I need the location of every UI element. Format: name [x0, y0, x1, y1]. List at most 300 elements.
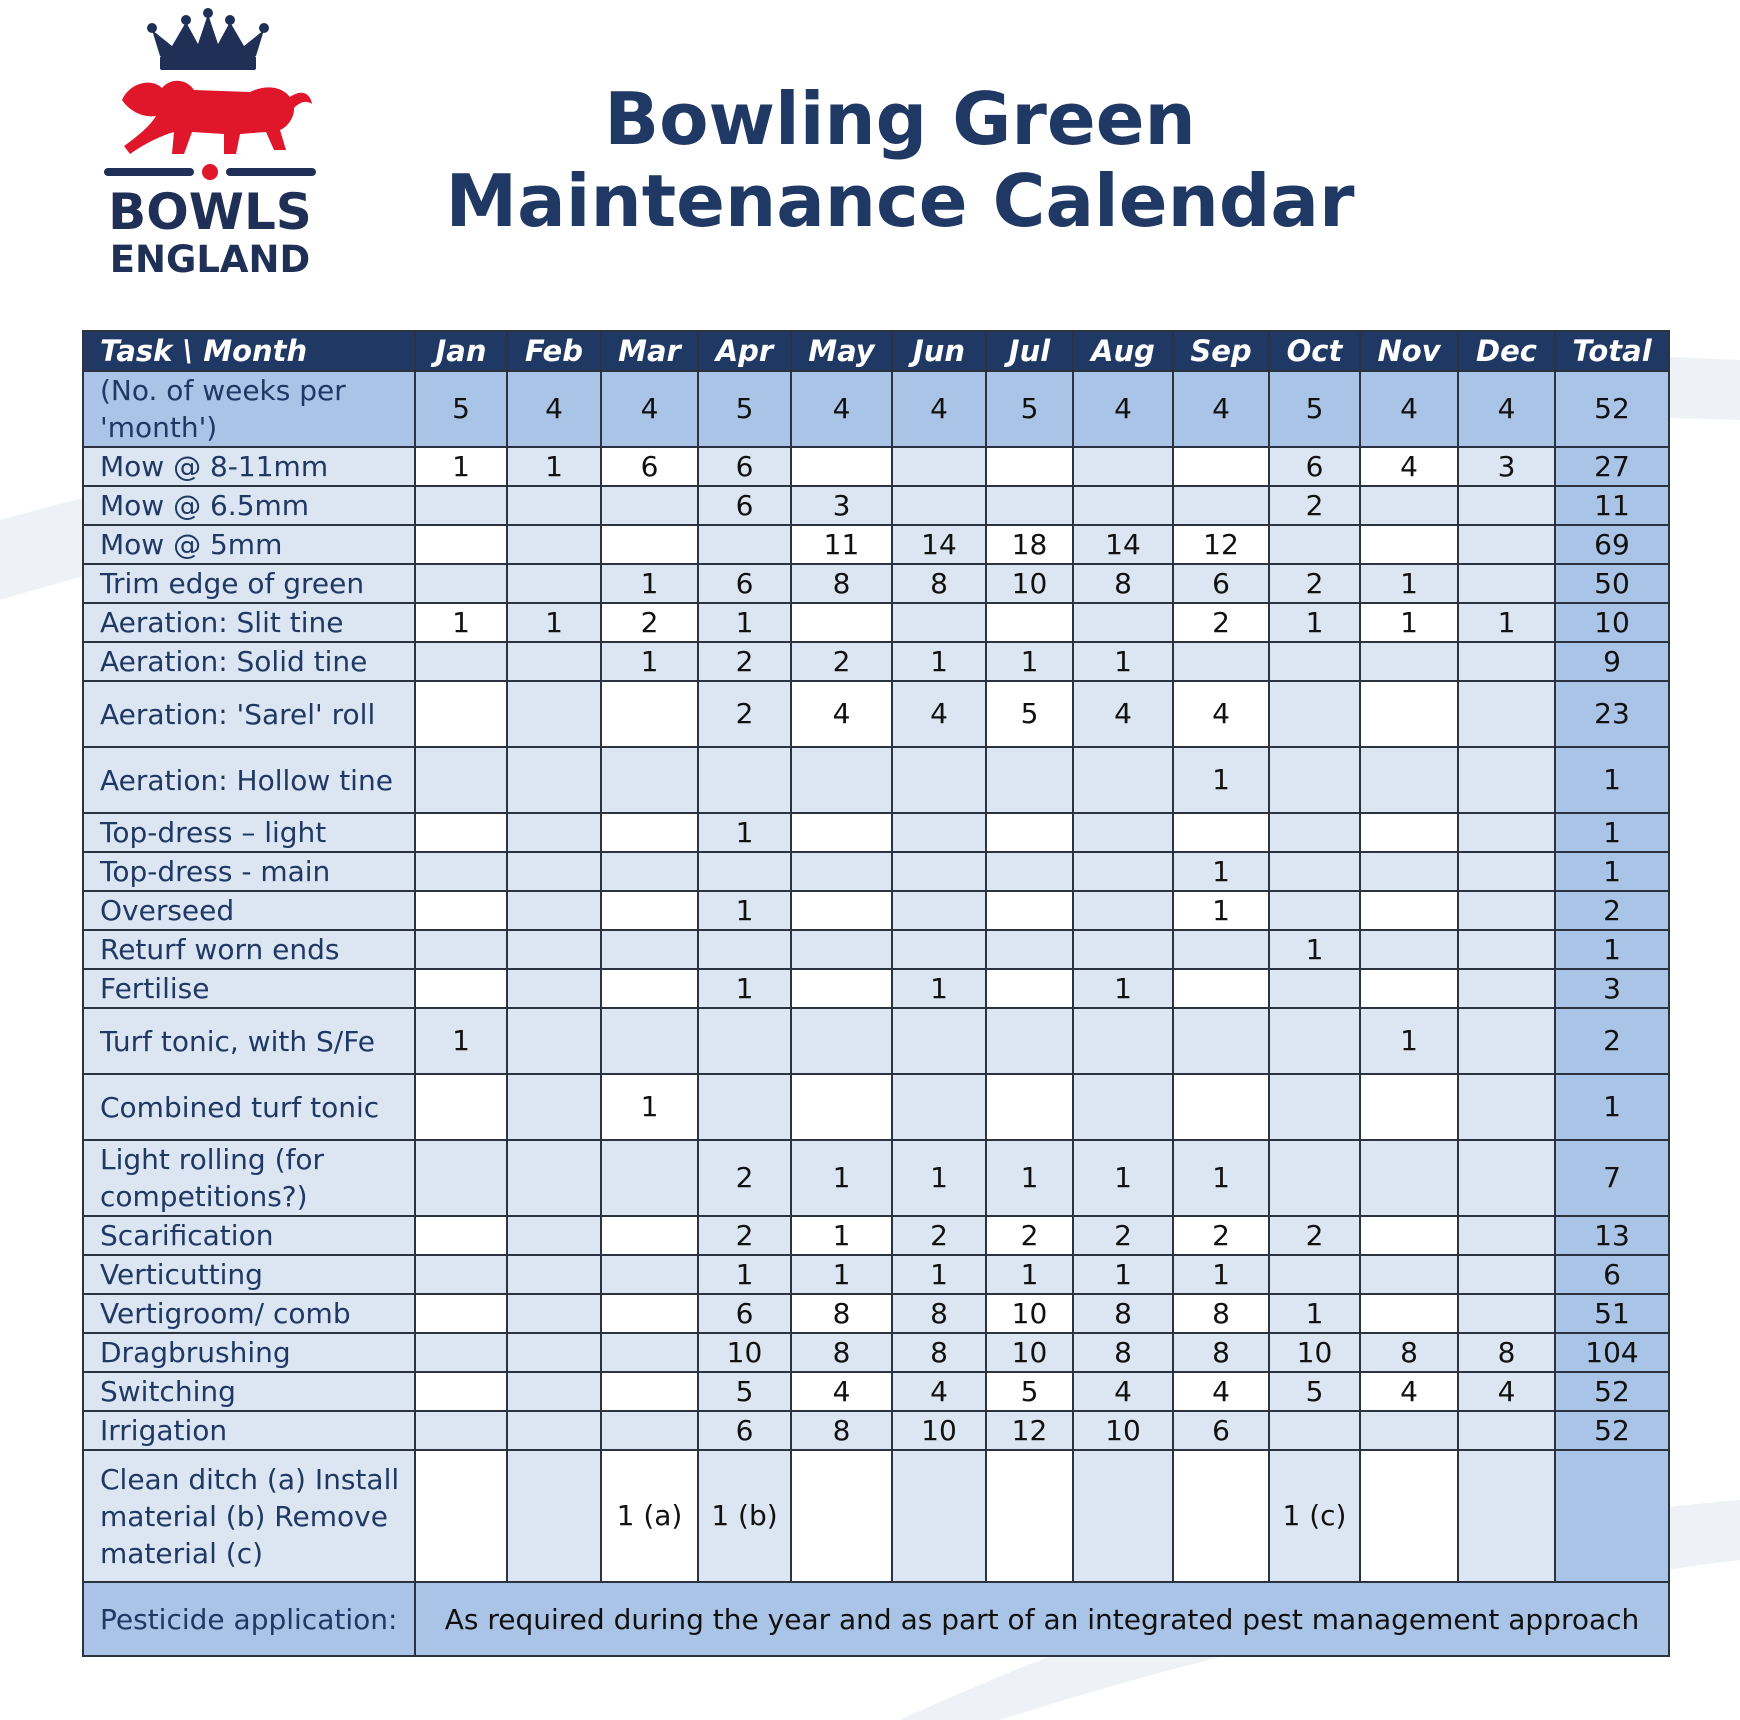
table-row	[83, 747, 1669, 813]
cell-jun: 1	[892, 969, 986, 1008]
table-row	[83, 447, 1669, 486]
cell-may: 8	[791, 1411, 892, 1450]
cell-oct	[1269, 747, 1360, 813]
cell-aug: 1	[1073, 969, 1173, 1008]
cell-mar: 6	[601, 447, 698, 486]
cell-jul: 12	[986, 1411, 1073, 1450]
cell-may: 3	[791, 486, 892, 525]
cell-dec	[1458, 1008, 1555, 1074]
cell-dec	[1458, 930, 1555, 969]
task-label: Top-dress - main	[83, 852, 415, 891]
cell-oct: 2	[1269, 1216, 1360, 1255]
cell-sep	[1173, 813, 1269, 852]
pesticide-row	[83, 1582, 1669, 1656]
cell-jan	[415, 1372, 507, 1411]
cell-aug: 1	[1073, 1140, 1173, 1216]
cell-total: 1	[1555, 930, 1669, 969]
cell-mar	[601, 1008, 698, 1074]
cell-nov	[1360, 852, 1458, 891]
cell-jul	[986, 603, 1073, 642]
header-total: Total	[1555, 331, 1669, 371]
header-dec: Dec	[1458, 331, 1555, 371]
cell-feb	[507, 1140, 601, 1216]
cell-sep: 1	[1173, 1255, 1269, 1294]
cell-feb	[507, 681, 601, 747]
cell-mar	[601, 486, 698, 525]
cell-oct	[1269, 1255, 1360, 1294]
cell-jul: 5	[986, 371, 1073, 447]
cell-mar	[601, 525, 698, 564]
cell-aug	[1073, 852, 1173, 891]
title-line-2: Maintenance Calendar	[445, 159, 1355, 243]
cell-may	[791, 1008, 892, 1074]
cell-total: 10	[1555, 603, 1669, 642]
table-row	[83, 525, 1669, 564]
cell-jun: 1	[892, 1140, 986, 1216]
cell-nov	[1360, 747, 1458, 813]
cell-dec	[1458, 1411, 1555, 1450]
cell-apr	[698, 747, 791, 813]
cell-feb	[507, 1411, 601, 1450]
table-row	[83, 603, 1669, 642]
cell-apr	[698, 852, 791, 891]
cell-oct	[1269, 813, 1360, 852]
cell-aug	[1073, 930, 1173, 969]
header-nov: Nov	[1360, 331, 1458, 371]
header-feb: Feb	[507, 331, 601, 371]
cell-jun	[892, 447, 986, 486]
cell-nov	[1360, 813, 1458, 852]
cell-mar	[601, 891, 698, 930]
bowls-england-logo	[100, 8, 320, 288]
cell-oct: 1	[1269, 930, 1360, 969]
cell-jan	[415, 1411, 507, 1450]
cell-jul: 1	[986, 1140, 1073, 1216]
cell-dec	[1458, 813, 1555, 852]
cell-may: 11	[791, 525, 892, 564]
cell-mar: 2	[601, 603, 698, 642]
task-label: (No. of weeks per 'month')	[83, 371, 415, 447]
cell-apr: 6	[698, 564, 791, 603]
cell-apr: 2	[698, 642, 791, 681]
header-jun: Jun	[892, 331, 986, 371]
cell-mar	[601, 747, 698, 813]
cell-jul: 18	[986, 525, 1073, 564]
cell-apr: 1	[698, 969, 791, 1008]
cell-nov	[1360, 525, 1458, 564]
cell-total: 7	[1555, 1140, 1669, 1216]
cell-apr: 5	[698, 1372, 791, 1411]
table-row	[83, 930, 1669, 969]
cell-jan	[415, 1255, 507, 1294]
table-row	[83, 1074, 1669, 1140]
cell-oct	[1269, 852, 1360, 891]
cell-oct: 1	[1269, 603, 1360, 642]
cell-apr: 6	[698, 486, 791, 525]
task-label: Fertilise	[83, 969, 415, 1008]
cell-jun: 8	[892, 1333, 986, 1372]
cell-sep: 2	[1173, 1216, 1269, 1255]
cell-dec	[1458, 1450, 1555, 1582]
table-row	[83, 681, 1669, 747]
task-label: Top-dress – light	[83, 813, 415, 852]
cell-dec	[1458, 1074, 1555, 1140]
cell-jun	[892, 1450, 986, 1582]
cell-feb	[507, 486, 601, 525]
cell-sep	[1173, 930, 1269, 969]
cell-dec	[1458, 747, 1555, 813]
cell-feb	[507, 1450, 601, 1582]
cell-apr: 1	[698, 813, 791, 852]
task-label: Verticutting	[83, 1255, 415, 1294]
cell-jan: 1	[415, 603, 507, 642]
cell-jun: 10	[892, 1411, 986, 1450]
cell-nov	[1360, 1216, 1458, 1255]
cell-sep	[1173, 447, 1269, 486]
cell-sep	[1173, 1008, 1269, 1074]
cell-nov: 1	[1360, 1008, 1458, 1074]
task-label: Aeration: Solid tine	[83, 642, 415, 681]
cell-mar	[601, 1255, 698, 1294]
cell-dec	[1458, 525, 1555, 564]
table-row	[83, 564, 1669, 603]
cell-may: 8	[791, 564, 892, 603]
cell-oct: 5	[1269, 371, 1360, 447]
task-label: Dragbrushing	[83, 1333, 415, 1372]
cell-sep: 6	[1173, 1411, 1269, 1450]
cell-total: 69	[1555, 525, 1669, 564]
cell-oct: 5	[1269, 1372, 1360, 1411]
cell-mar: 1	[601, 1074, 698, 1140]
cell-sep: 4	[1173, 1372, 1269, 1411]
cell-sep: 1	[1173, 852, 1269, 891]
table-row	[83, 1372, 1669, 1411]
cell-aug: 10	[1073, 1411, 1173, 1450]
cell-aug: 4	[1073, 681, 1173, 747]
cell-jun: 2	[892, 1216, 986, 1255]
cell-mar	[601, 1294, 698, 1333]
cell-mar	[601, 1372, 698, 1411]
table-row	[83, 642, 1669, 681]
cell-jan	[415, 681, 507, 747]
cell-dec: 1	[1458, 603, 1555, 642]
cell-aug	[1073, 1074, 1173, 1140]
task-label: Clean ditch (a) Install material (b) Remove material (c)	[83, 1450, 415, 1582]
cell-jan	[415, 1294, 507, 1333]
pesticide-label: Pesticide application:	[83, 1582, 415, 1656]
cell-jul: 10	[986, 1294, 1073, 1333]
cell-may: 8	[791, 1333, 892, 1372]
task-label: Mow @ 6.5mm	[83, 486, 415, 525]
cell-apr: 1 (b)	[698, 1450, 791, 1582]
cell-jun	[892, 1008, 986, 1074]
crown-lion-emblem	[100, 8, 320, 188]
cell-jul	[986, 1074, 1073, 1140]
cell-apr	[698, 930, 791, 969]
table-header-row	[83, 331, 1669, 371]
cell-mar: 1	[601, 564, 698, 603]
cell-nov	[1360, 1411, 1458, 1450]
task-label: Light rolling (for competitions?)	[83, 1140, 415, 1216]
cell-jan	[415, 1216, 507, 1255]
cell-oct	[1269, 1008, 1360, 1074]
cell-jul	[986, 852, 1073, 891]
cell-aug: 8	[1073, 1333, 1173, 1372]
cell-sep: 12	[1173, 525, 1269, 564]
cell-feb	[507, 1255, 601, 1294]
header-apr: Apr	[698, 331, 791, 371]
cell-sep	[1173, 1450, 1269, 1582]
cell-jan	[415, 1074, 507, 1140]
cell-mar	[601, 813, 698, 852]
cell-oct	[1269, 969, 1360, 1008]
cell-sep: 1	[1173, 1140, 1269, 1216]
cell-may	[791, 969, 892, 1008]
cell-aug: 14	[1073, 525, 1173, 564]
cell-aug	[1073, 891, 1173, 930]
cell-total: 3	[1555, 969, 1669, 1008]
cell-total: 2	[1555, 891, 1669, 930]
cell-jul: 1	[986, 642, 1073, 681]
cell-total: 9	[1555, 642, 1669, 681]
cell-sep: 2	[1173, 603, 1269, 642]
cell-nov: 4	[1360, 371, 1458, 447]
cell-jan	[415, 642, 507, 681]
cell-total: 27	[1555, 447, 1669, 486]
cell-oct	[1269, 891, 1360, 930]
cell-jul: 2	[986, 1216, 1073, 1255]
cell-may	[791, 891, 892, 930]
cell-apr: 2	[698, 681, 791, 747]
header-sep: Sep	[1173, 331, 1269, 371]
cell-dec	[1458, 891, 1555, 930]
header-may: May	[791, 331, 892, 371]
cell-sep: 4	[1173, 681, 1269, 747]
task-label: Aeration: Hollow tine	[83, 747, 415, 813]
cell-sep: 6	[1173, 564, 1269, 603]
cell-total: 1	[1555, 747, 1669, 813]
cell-total	[1555, 1450, 1669, 1582]
cell-may: 1	[791, 1255, 892, 1294]
cell-dec: 3	[1458, 447, 1555, 486]
cell-mar: 1	[601, 642, 698, 681]
task-label: Mow @ 8-11mm	[83, 447, 415, 486]
cell-jun	[892, 1074, 986, 1140]
cell-may	[791, 747, 892, 813]
table-row	[83, 852, 1669, 891]
cell-jun: 1	[892, 642, 986, 681]
header-oct: Oct	[1269, 331, 1360, 371]
cell-total: 13	[1555, 1216, 1669, 1255]
cell-may	[791, 603, 892, 642]
cell-mar	[601, 969, 698, 1008]
task-label: Turf tonic, with S/Fe	[83, 1008, 415, 1074]
cell-nov	[1360, 681, 1458, 747]
cell-aug: 1	[1073, 642, 1173, 681]
cell-may: 4	[791, 681, 892, 747]
cell-oct: 6	[1269, 447, 1360, 486]
task-label: Combined turf tonic	[83, 1074, 415, 1140]
cell-jan	[415, 1140, 507, 1216]
cell-nov	[1360, 486, 1458, 525]
cell-sep	[1173, 642, 1269, 681]
cell-dec: 4	[1458, 371, 1555, 447]
cell-jul: 10	[986, 1333, 1073, 1372]
table-row	[83, 969, 1669, 1008]
cell-total: 1	[1555, 1074, 1669, 1140]
cell-apr: 1	[698, 603, 791, 642]
cell-nov: 1	[1360, 564, 1458, 603]
cell-jan	[415, 891, 507, 930]
cell-apr: 6	[698, 1411, 791, 1450]
page-title	[420, 78, 1380, 242]
header-aug: Aug	[1073, 331, 1173, 371]
cell-nov	[1360, 1450, 1458, 1582]
cell-jun: 4	[892, 371, 986, 447]
maintenance-calendar-table	[82, 330, 1670, 1657]
cell-jan: 1	[415, 1008, 507, 1074]
cell-jul	[986, 891, 1073, 930]
cell-nov	[1360, 930, 1458, 969]
cell-total: 50	[1555, 564, 1669, 603]
table-row	[83, 1450, 1669, 1582]
cell-nov: 8	[1360, 1333, 1458, 1372]
cell-jun	[892, 603, 986, 642]
cell-may: 2	[791, 642, 892, 681]
cell-total: 52	[1555, 1411, 1669, 1450]
table-row	[83, 486, 1669, 525]
title-line-1: Bowling Green	[604, 77, 1196, 161]
cell-nov: 4	[1360, 447, 1458, 486]
cell-feb: 4	[507, 371, 601, 447]
cell-nov	[1360, 1255, 1458, 1294]
cell-mar	[601, 1411, 698, 1450]
cell-jan	[415, 747, 507, 813]
table-row	[83, 1333, 1669, 1372]
table-row	[83, 1008, 1669, 1074]
cell-apr	[698, 1008, 791, 1074]
cell-jun	[892, 486, 986, 525]
cell-total: 1	[1555, 813, 1669, 852]
cell-jul: 10	[986, 564, 1073, 603]
cell-dec	[1458, 564, 1555, 603]
cell-mar	[601, 1216, 698, 1255]
task-label: Scarification	[83, 1216, 415, 1255]
header-task-month: Task \ Month	[83, 331, 415, 371]
cell-nov	[1360, 1294, 1458, 1333]
cell-total: 51	[1555, 1294, 1669, 1333]
cell-jun	[892, 891, 986, 930]
cell-mar	[601, 852, 698, 891]
cell-jun	[892, 852, 986, 891]
cell-aug: 2	[1073, 1216, 1173, 1255]
cell-jan	[415, 930, 507, 969]
cell-feb: 1	[507, 603, 601, 642]
table-row	[83, 1255, 1669, 1294]
cell-aug: 4	[1073, 1372, 1173, 1411]
cell-nov: 4	[1360, 1372, 1458, 1411]
cell-jul	[986, 747, 1073, 813]
cell-feb	[507, 642, 601, 681]
cell-feb	[507, 1294, 601, 1333]
cell-jul	[986, 1450, 1073, 1582]
cell-apr: 5	[698, 371, 791, 447]
cell-jul	[986, 813, 1073, 852]
cell-jan	[415, 813, 507, 852]
cell-jan	[415, 852, 507, 891]
cell-jun: 8	[892, 1294, 986, 1333]
cell-aug: 8	[1073, 564, 1173, 603]
cell-may	[791, 852, 892, 891]
cell-may: 8	[791, 1294, 892, 1333]
cell-mar: 1 (a)	[601, 1450, 698, 1582]
pesticide-note: As required during the year and as part of an integrated pest management approach	[415, 1582, 1669, 1656]
cell-jul	[986, 486, 1073, 525]
cell-feb	[507, 930, 601, 969]
cell-jul: 5	[986, 681, 1073, 747]
cell-jan	[415, 1450, 507, 1582]
table-row	[83, 371, 1669, 447]
cell-jun: 1	[892, 1255, 986, 1294]
cell-dec	[1458, 681, 1555, 747]
cell-jan	[415, 486, 507, 525]
cell-sep: 1	[1173, 891, 1269, 930]
cell-apr	[698, 1074, 791, 1140]
cell-oct	[1269, 681, 1360, 747]
cell-jan: 1	[415, 447, 507, 486]
cell-mar	[601, 1140, 698, 1216]
cell-dec	[1458, 1294, 1555, 1333]
cell-may	[791, 1074, 892, 1140]
cell-nov	[1360, 1140, 1458, 1216]
cell-total: 52	[1555, 371, 1669, 447]
cell-mar: 4	[601, 371, 698, 447]
header-jul: Jul	[986, 331, 1073, 371]
cell-dec	[1458, 1140, 1555, 1216]
cell-feb	[507, 813, 601, 852]
cell-nov: 1	[1360, 603, 1458, 642]
table-body	[83, 371, 1669, 1656]
cell-aug	[1073, 447, 1173, 486]
cell-dec	[1458, 1216, 1555, 1255]
cell-total: 52	[1555, 1372, 1669, 1411]
cell-sep: 8	[1173, 1294, 1269, 1333]
cell-feb	[507, 1216, 601, 1255]
cell-sep: 4	[1173, 371, 1269, 447]
cell-feb	[507, 525, 601, 564]
task-label: Overseed	[83, 891, 415, 930]
cell-jan	[415, 564, 507, 603]
cell-feb	[507, 969, 601, 1008]
cell-dec	[1458, 852, 1555, 891]
cell-aug	[1073, 1450, 1173, 1582]
cell-nov	[1360, 891, 1458, 930]
cell-jun: 4	[892, 681, 986, 747]
cell-feb	[507, 852, 601, 891]
cell-sep: 1	[1173, 747, 1269, 813]
cell-oct: 1	[1269, 1294, 1360, 1333]
cell-total: 6	[1555, 1255, 1669, 1294]
cell-oct	[1269, 1074, 1360, 1140]
cell-jan: 5	[415, 371, 507, 447]
cell-feb	[507, 891, 601, 930]
cell-jun	[892, 813, 986, 852]
logo-wordmark-line1: BOWLS	[108, 183, 312, 241]
cell-sep: 8	[1173, 1333, 1269, 1372]
cell-oct	[1269, 1411, 1360, 1450]
cell-nov	[1360, 1074, 1458, 1140]
cell-jan	[415, 1333, 507, 1372]
